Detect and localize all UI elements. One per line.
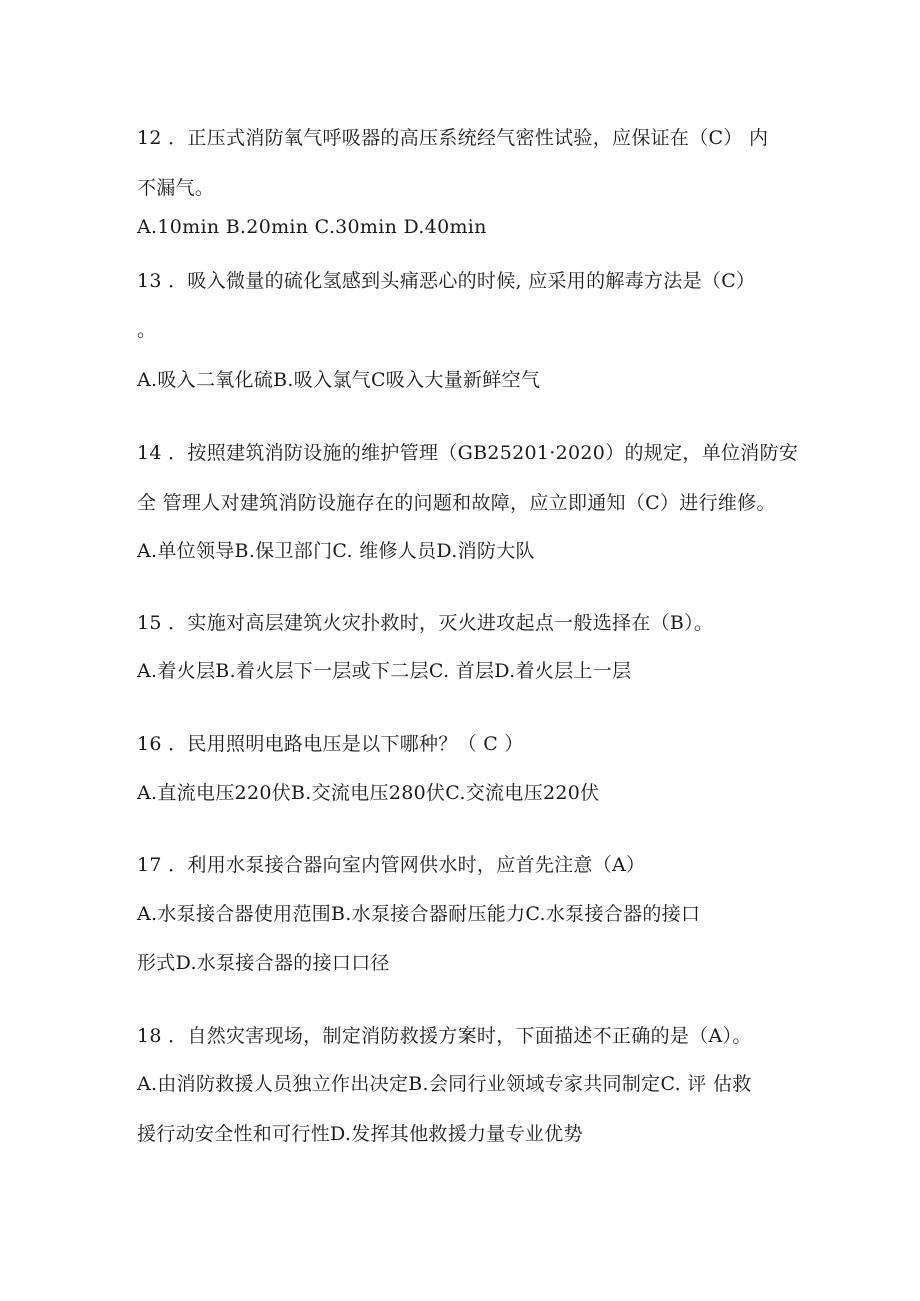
question-13-line-2: 。 [137, 319, 157, 341]
question-13-line-1: 13 ．吸入微量的硫化氢感到头痛恶心的时候, 应采用的解毒方法是（C） [137, 270, 756, 292]
question-12-line-1: 12 ．正压式消防氧气呼吸器的高压系统经气密性试验，应保证在（C） 内 [137, 127, 769, 149]
question-17-options-line-2: 形式D.水泵接合器的接口口径 [137, 952, 390, 974]
question-14-options: A.单位领导B.保卫部门C. 维修人员D.消防大队 [137, 540, 535, 562]
question-14-line-2: 全 管理人对建筑消防设施存在的问题和故障，应立即通知（C）进行维修。 [137, 492, 776, 514]
question-18-options-line-1: A.由消防救援人员独立作出决定B.会同行业领域专家共同制定C. 评 估救 [137, 1073, 752, 1095]
question-15-line-1: 15 ．实施对高层建筑火灾扑救时，灭火进攻起点一般选择在（B）。 [137, 612, 714, 634]
question-16-line-1: 16 ．民用照明电路电压是以下哪种？（ C ） [137, 733, 524, 755]
question-18-line-1: 18 ．自然灾害现场，制定消防救援方案时，下面描述不正确的是（A）。 [137, 1025, 752, 1047]
question-13-options: A.吸入二氧化硫B.吸入氯气C吸入大量新鲜空气 [137, 369, 541, 391]
question-18-options-line-2: 援行动安全性和可行性D.发挥其他救援力量专业优势 [137, 1123, 583, 1145]
question-16-options: A.直流电压220伏B.交流电压280伏C.交流电压220伏 [137, 782, 600, 804]
question-12-line-2: 不漏气。 [137, 177, 215, 199]
question-17-options-line-1: A.水泵接合器使用范围B.水泵接合器耐压能力C.水泵接合器的接口 [137, 903, 701, 925]
question-12-options: A.10min B.20min C.30min D.40min [137, 216, 487, 238]
question-14-line-1: 14 ．按照建筑消防设施的维护管理（GB25201·2020）的规定，单位消防安 [137, 442, 799, 464]
question-15-options: A.着火层B.着火层下一层或下二层C. 首层D.着火层上一层 [137, 660, 632, 682]
question-17-line-1: 17 ．利用水泵接合器向室内管网供水时，应首先注意（A） [137, 854, 646, 876]
